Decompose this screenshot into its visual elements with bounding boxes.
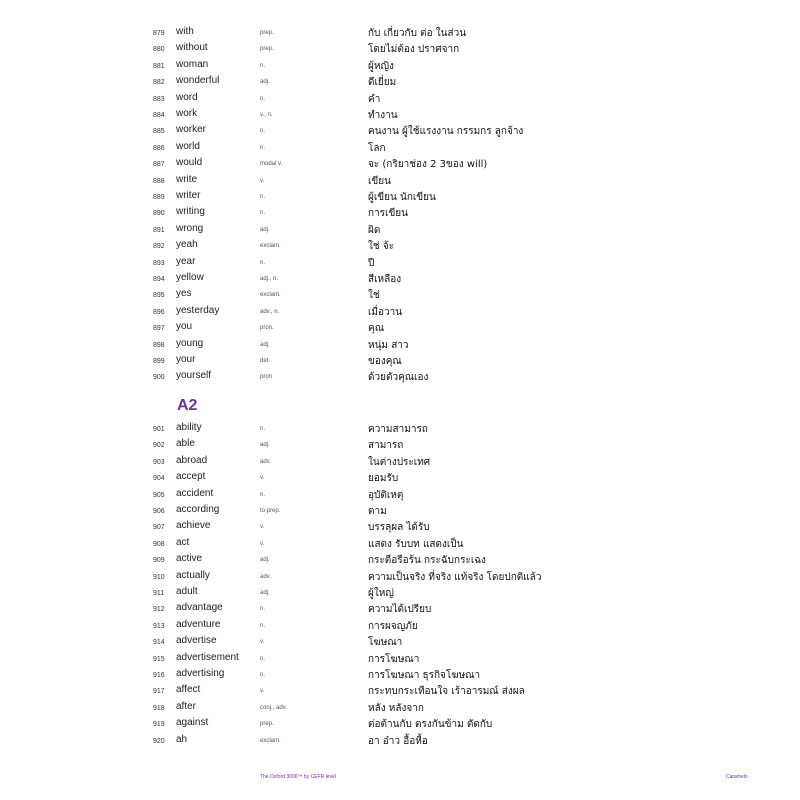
entry-thai-meaning: เมื่อวาน <box>368 306 403 318</box>
entry-word: wonderful <box>176 75 220 87</box>
word-row <box>105 438 695 454</box>
word-row <box>105 59 695 75</box>
entry-thai-meaning: การผจญภัย <box>368 620 418 632</box>
word-row <box>105 602 695 618</box>
entry-word: affect <box>176 684 201 696</box>
entry-number: 909 <box>153 557 165 565</box>
entry-word: yeah <box>176 239 198 251</box>
word-row <box>105 256 695 272</box>
word-row <box>105 734 695 750</box>
entry-number: 912 <box>153 606 165 614</box>
entry-part-of-speech: adj., n. <box>260 276 279 282</box>
entry-number: 900 <box>153 374 165 382</box>
entry-number: 902 <box>153 442 165 450</box>
entry-thai-meaning: ความสามารถ <box>368 424 428 435</box>
entry-thai-meaning: ผู้เขียน นักเขียน <box>368 192 436 203</box>
entry-word: advantage <box>176 602 223 614</box>
entry-word: work <box>176 108 198 119</box>
entry-word: your <box>176 354 196 365</box>
entry-part-of-speech: prep. <box>260 46 274 53</box>
entry-part-of-speech: v. <box>260 688 265 695</box>
entry-thai-meaning: ดีเยี่ยม <box>368 77 397 89</box>
word-row <box>105 75 695 91</box>
word-row <box>105 42 695 58</box>
entry-thai-meaning: การเขียน <box>368 208 408 220</box>
entry-number: 898 <box>153 341 165 349</box>
entry-thai-meaning: โดยไม่ต้อง ปราศจาก <box>368 44 460 56</box>
entry-part-of-speech: adj. <box>260 226 270 233</box>
word-row <box>105 354 695 370</box>
entry-number: 891 <box>153 226 165 234</box>
entry-thai-meaning: ของคุณ <box>368 356 402 367</box>
entry-number: 901 <box>153 426 165 433</box>
entry-part-of-speech: v. <box>260 177 265 184</box>
entry-number: 885 <box>153 128 165 136</box>
entry-number: 889 <box>153 194 165 201</box>
entry-thai-meaning: ใช่ <box>368 290 380 302</box>
entry-number: 894 <box>153 276 165 283</box>
entry-part-of-speech: n. <box>260 426 266 432</box>
entry-part-of-speech: n. <box>260 672 266 678</box>
entry-number: 906 <box>153 508 165 515</box>
word-row <box>105 635 695 651</box>
entry-number: 910 <box>153 573 165 581</box>
entry-word: ability <box>176 422 202 433</box>
entry-thai-meaning: ความได้เปรียบ <box>368 604 432 616</box>
entry-thai-meaning: หนุ่ม สาว <box>368 339 409 351</box>
entry-thai-meaning: ผิด <box>368 224 381 236</box>
word-row <box>105 422 695 438</box>
entry-number: 919 <box>153 721 165 729</box>
entry-part-of-speech: n. <box>260 622 266 629</box>
entry-thai-meaning: ต่อต้านกับ ตรงกันข้าม ตัดกับ <box>368 719 493 731</box>
word-row <box>105 223 695 239</box>
entry-part-of-speech: adj. <box>260 442 270 449</box>
entry-number: 916 <box>153 672 165 679</box>
entry-word: yes <box>176 288 192 300</box>
entry-number: 893 <box>153 259 165 267</box>
entry-part-of-speech: n. <box>260 144 266 151</box>
entry-thai-meaning: อา อ๋าว อื้อหื้อ <box>368 735 428 747</box>
entry-part-of-speech: pron. <box>260 325 274 332</box>
entry-number: 882 <box>153 79 165 87</box>
word-row <box>105 520 695 536</box>
entry-word: woman <box>176 58 209 70</box>
entry-part-of-speech: n. <box>260 655 266 662</box>
entry-word: act <box>176 536 190 548</box>
entry-thai-meaning: การโฆษณา <box>368 653 420 665</box>
entry-word: accept <box>176 471 206 483</box>
entry-thai-meaning: ตาม <box>368 506 387 517</box>
entry-part-of-speech: pron <box>260 374 273 381</box>
entry-word: advertisement <box>176 651 239 663</box>
word-row <box>105 504 695 520</box>
entry-part-of-speech: prep. <box>260 30 274 36</box>
entry-number: 895 <box>153 292 165 300</box>
entry-part-of-speech: v., n. <box>260 112 273 118</box>
entry-thai-meaning: คำ <box>368 93 381 105</box>
word-row <box>105 537 695 553</box>
entry-number: 888 <box>153 177 165 185</box>
entry-number: 887 <box>153 161 165 169</box>
entry-thai-meaning: บรรลุผล ได้รับ <box>368 522 430 534</box>
entry-number: 920 <box>153 737 165 745</box>
entry-thai-meaning: โฆษณา <box>368 637 403 649</box>
entry-part-of-speech: to prep. <box>260 508 281 514</box>
entry-part-of-speech: prep. <box>260 721 274 728</box>
entry-word: adult <box>176 586 198 597</box>
entry-number: 903 <box>153 458 165 466</box>
entry-thai-meaning: ผู้หญิง <box>368 60 394 72</box>
entry-part-of-speech: v. <box>260 639 265 646</box>
word-row <box>105 26 695 42</box>
word-row <box>105 190 695 206</box>
word-row <box>105 239 695 255</box>
entry-thai-meaning: ความเป็นจริง ที่จริง แท้จริง โดยปกติแล้ว <box>368 571 542 583</box>
entry-part-of-speech: n. <box>260 62 266 69</box>
entry-word: with <box>176 26 194 37</box>
entry-word: write <box>176 173 198 185</box>
entry-number: 884 <box>153 112 165 119</box>
footer-left: The Oxford 3000™ by CEFR level <box>260 774 336 780</box>
word-row <box>105 701 695 717</box>
entry-thai-meaning: สีเหลือง <box>368 274 402 285</box>
entry-part-of-speech: n. <box>260 210 266 217</box>
entry-part-of-speech: exclam. <box>260 737 281 744</box>
entry-thai-meaning: ทำงาน <box>368 110 398 121</box>
entry-number: 899 <box>153 358 165 365</box>
word-row <box>105 174 695 190</box>
word-row <box>105 684 695 700</box>
entry-word: according <box>176 504 220 515</box>
entry-word: ah <box>176 733 188 745</box>
entry-part-of-speech: v. <box>260 540 265 547</box>
document-page <box>105 0 748 800</box>
entry-part-of-speech: n. <box>260 491 266 498</box>
entry-number: 897 <box>153 325 165 333</box>
entry-word: would <box>176 157 203 169</box>
entry-thai-meaning: กระตือรือร้น กระฉับกระเฉง <box>368 555 486 567</box>
entry-word: against <box>176 717 209 729</box>
entry-number: 911 <box>153 590 165 597</box>
entry-word: without <box>176 42 208 54</box>
entry-part-of-speech: v. <box>260 524 265 531</box>
entry-word: worker <box>176 124 207 136</box>
word-row <box>105 370 695 386</box>
word-row <box>105 157 695 173</box>
entry-part-of-speech: exclam. <box>260 292 281 299</box>
entry-thai-meaning: ด้วยตัวคุณเอง <box>368 372 429 384</box>
entry-thai-meaning: คุณ <box>368 323 384 335</box>
word-row <box>105 488 695 504</box>
entry-part-of-speech: n. <box>260 128 266 135</box>
entry-word: word <box>176 91 198 103</box>
entry-number: 886 <box>153 144 165 152</box>
word-row <box>105 305 695 321</box>
word-row <box>105 586 695 602</box>
entry-thai-meaning: ในต่างประเทศ <box>368 456 431 468</box>
entry-word: able <box>176 438 195 450</box>
entry-word: active <box>176 553 203 565</box>
entry-part-of-speech: adv. <box>260 458 271 465</box>
word-row <box>105 92 695 108</box>
word-row <box>105 321 695 337</box>
word-row <box>105 668 695 684</box>
entry-part-of-speech: adj. <box>260 590 270 596</box>
entry-thai-meaning: คนงาน ผู้ใช้แรงงาน กรรมกร ลูกจ้าง <box>368 126 524 138</box>
entry-thai-meaning: ปี <box>368 257 375 269</box>
entry-thai-meaning: หลัง หลังจาก <box>368 702 424 714</box>
entry-word: yourself <box>176 370 212 382</box>
entry-part-of-speech: n. <box>260 259 266 266</box>
footer-right: Caramelo <box>726 774 748 780</box>
entry-word: writing <box>176 206 205 218</box>
entry-word: actually <box>176 569 210 581</box>
entry-word: after <box>176 700 197 712</box>
entry-number: 908 <box>153 540 165 548</box>
entry-thai-meaning: โลก <box>368 142 386 154</box>
entry-thai-meaning: การโฆษณา ธุรกิจโฆษณา <box>368 670 481 681</box>
entry-word: yesterday <box>176 304 220 316</box>
entry-number: 907 <box>153 524 165 532</box>
entry-part-of-speech: n. <box>260 606 266 613</box>
word-row <box>105 652 695 668</box>
word-row <box>105 619 695 635</box>
word-row <box>105 471 695 487</box>
entry-thai-meaning: ยอมรับ <box>368 473 399 485</box>
word-row <box>105 338 695 354</box>
word-row <box>105 553 695 569</box>
entry-word: advertise <box>176 635 217 647</box>
word-row <box>105 206 695 222</box>
entry-part-of-speech: v. <box>260 475 265 482</box>
entry-word: advertising <box>176 668 225 679</box>
entry-part-of-speech: modal v. <box>260 161 283 168</box>
entry-number: 913 <box>153 622 165 630</box>
entry-part-of-speech: det. <box>260 358 271 364</box>
entry-thai-meaning: จะ (กริยาช่อง 2 3ของ will) <box>368 159 488 171</box>
word-row <box>105 288 695 304</box>
entry-word: world <box>176 140 200 152</box>
entry-thai-meaning: แสดง รับบท แสดงเป็น <box>368 538 464 550</box>
entry-number: 881 <box>153 62 165 70</box>
entry-number: 879 <box>153 30 165 37</box>
entry-number: 914 <box>153 639 165 647</box>
entry-thai-meaning: กระทบกระเทือนใจ เร้าอารมณ์ ส่งผล <box>368 686 525 698</box>
entry-part-of-speech: adv. <box>260 573 271 580</box>
entry-part-of-speech: conj., adv. <box>260 704 287 711</box>
word-row <box>105 272 695 288</box>
entry-number: 918 <box>153 704 165 712</box>
entry-thai-meaning: กับ เกี่ยวกับ ต่อ ในส่วน <box>368 28 467 39</box>
entry-number: 904 <box>153 475 165 483</box>
entry-word: wrong <box>176 222 204 234</box>
entry-part-of-speech: adv., n. <box>260 308 280 315</box>
word-row <box>105 570 695 586</box>
entry-word: yellow <box>176 272 204 283</box>
entry-word: achieve <box>176 520 211 532</box>
entry-thai-meaning: สามารถ <box>368 440 404 452</box>
entry-thai-meaning: อุบัติเหตุ <box>368 489 404 501</box>
word-row <box>105 717 695 733</box>
section-title: A2 <box>177 397 198 414</box>
entry-word: abroad <box>176 454 208 466</box>
entry-number: 915 <box>153 655 165 663</box>
entry-number: 883 <box>153 95 165 103</box>
entry-number: 880 <box>153 46 165 54</box>
entry-part-of-speech: exclam. <box>260 243 281 250</box>
entry-part-of-speech: adj. <box>260 557 270 564</box>
word-row <box>105 455 695 471</box>
word-row <box>105 141 695 157</box>
entry-thai-meaning: เขียน <box>368 175 391 187</box>
entry-word: young <box>176 337 204 349</box>
entry-word: you <box>176 321 193 333</box>
entry-thai-meaning: ผู้ใหญ่ <box>368 588 394 599</box>
entry-number: 905 <box>153 491 165 499</box>
entry-number: 890 <box>153 210 165 218</box>
entry-number: 892 <box>153 243 165 251</box>
entry-number: 917 <box>153 688 165 696</box>
word-row <box>105 124 695 140</box>
entry-part-of-speech: n. <box>260 194 266 200</box>
word-row <box>105 108 695 124</box>
entry-thai-meaning: ใช่ จ้ะ <box>368 241 395 253</box>
entry-word: writer <box>176 190 201 201</box>
entry-number: 896 <box>153 308 165 316</box>
entry-part-of-speech: adj. <box>260 79 270 86</box>
entry-word: accident <box>176 487 214 499</box>
entry-word: year <box>176 255 196 267</box>
entry-part-of-speech: n. <box>260 95 266 102</box>
entry-part-of-speech: adj. <box>260 341 270 348</box>
entry-word: adventure <box>176 618 221 630</box>
